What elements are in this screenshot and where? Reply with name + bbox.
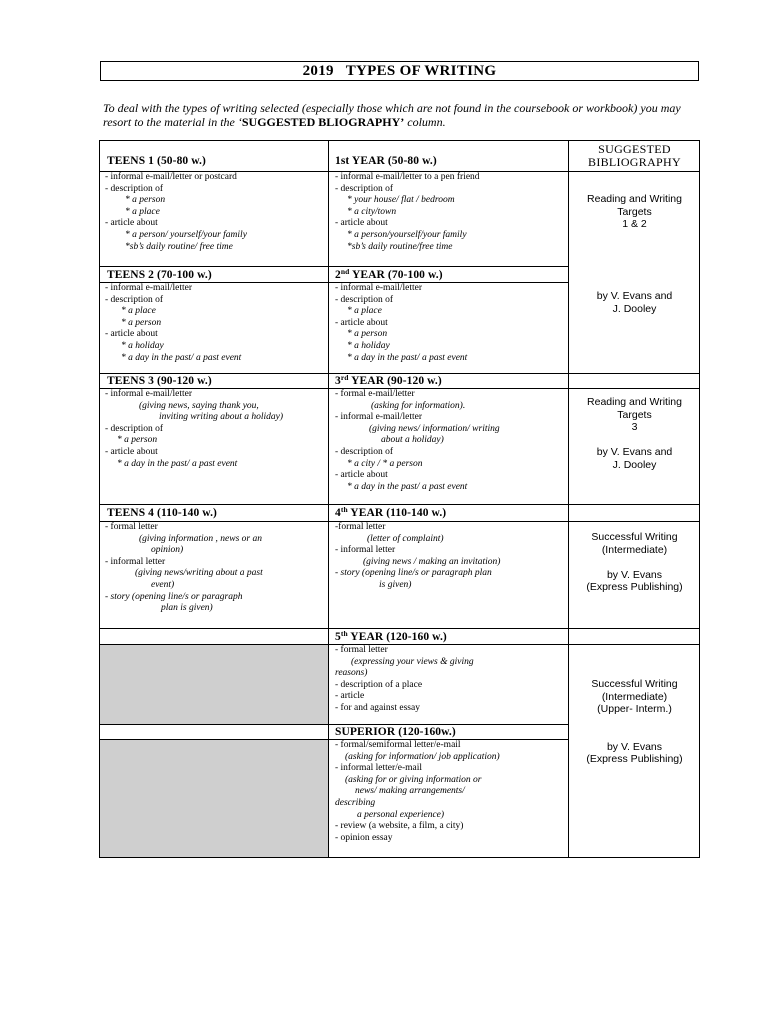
cell-line: is given) [379,579,412,590]
cell-line: (asking for or giving information or [345,774,482,785]
bibliography-line: Successful Writing [591,531,678,543]
cell-line: (asking for information/ job application) [345,751,500,762]
cell-line: - formal e-mail/letter [335,389,415,399]
cell-line: * a place [121,306,156,317]
cell-line: - for and against essay [335,702,420,713]
cell-text [105,522,263,615]
year-header [335,726,456,739]
cell-line: about a holiday) [381,435,444,446]
cell-line: - informal letter [105,556,166,567]
table-rule [99,724,568,725]
table-rule [99,373,700,374]
cell-line: - article about [335,218,388,229]
cell-line: - article about [105,218,158,229]
bibliography-line: by V. Evans and [596,290,673,302]
cell-line: - review (a website, a film, a city) [335,821,464,832]
year-header-text: 3 [335,375,341,387]
cell-line: - informal e-mail/letter [335,412,423,423]
year-header [335,155,437,168]
intro-bold-text: SUGGESTED BLIOGRAPHY’ [241,115,405,129]
cell-text [105,283,241,364]
cell-line: * a person [125,195,166,206]
year-header-text: YEAR (90-120 w.) [348,375,442,387]
year-header-text: 4 [335,507,341,519]
cell-line: - description of [335,183,394,194]
cell-line: - informal e-mail/letter [105,283,193,293]
cell-line: (giving news/writing about a past [135,568,263,579]
level-header: TEENS 3 (90-120 w.) [107,375,212,387]
bibliography-header-line: BIBLIOGRAPHY [588,155,681,169]
cell-line: * a person/ yourself/your family [125,229,247,240]
cell-line: - description of [335,294,394,305]
table-rule [99,504,700,505]
year-header-text: SUPERIOR (120-160w.) [335,726,456,738]
ordinal-suffix: nd [340,266,350,276]
cell-text [335,522,500,592]
cell-line: (giving news / making an invitation) [363,556,501,567]
writing-types-table [99,140,700,858]
bibliography-line: (Intermediate) [601,543,668,556]
bibliography-line: Reading and Writing [587,193,682,205]
cell-line: - story (opening line/s or paragraph plan [335,568,492,579]
bibliography-entry [569,193,700,231]
bibliography-line: J. Dooley [612,302,657,315]
cell-line: - informal e-mail/letter or postcard [105,172,237,182]
cell-text [335,172,480,253]
cell-line: - description of [105,183,164,194]
bibliography-line [569,556,700,569]
cell-line: describing [335,797,376,808]
year-header [335,266,443,282]
bibliography-line: J. Dooley [612,458,657,471]
cell-line: * a day in the past/ a past event [121,352,242,363]
cell-line: - informal e-mail/letter [335,283,423,293]
cell-line: *sb’s daily routine/ free time [125,241,233,252]
table-rule [328,140,329,858]
cell-line: - formal/semiformal letter/e-mail [335,740,461,750]
year-header-text: 5 [335,630,341,643]
bibliography-entry [569,290,700,315]
bibliography-line: 1 & 2 [622,218,647,230]
cell-line: -formal letter [335,522,386,532]
bibliography-line: by V. Evans and [596,446,673,458]
cell-text [105,172,247,253]
bibliography-line: Reading and Writing [587,396,682,408]
cell-line: inviting writing about a holiday) [159,412,284,423]
cell-line: * a person [117,435,158,446]
cell-line: reasons) [335,668,368,679]
year-header-text: 2 [335,268,341,281]
table-rule [99,140,100,858]
cell-line: - article [335,691,365,702]
cell-line: (giving news/ information/ writing [369,423,500,434]
table-rule [99,140,700,141]
empty-cell-shading [100,645,328,724]
level-header: TEENS 2 (70-100 w.) [107,268,212,281]
cell-line: - article about [335,470,388,481]
intro-paragraph [103,101,703,129]
table-rule [99,266,568,267]
year-header [335,375,442,388]
bibliography-line [569,434,700,447]
year-header-text: YEAR (50-80 w.) [349,155,437,167]
cell-line: - informal e-mail/letter [105,389,193,399]
cell-line: * a place [347,306,382,317]
cell-line: *sb’s daily routine/free time [347,241,453,252]
bibliography-line: (Intermediate) [601,690,668,703]
cell-line: * your house/ flat / bedroom [347,195,455,206]
intro-text: To deal with the types of writing selected (especially those which are not found in the coursebook or workbook) you may resort to the material in the ‘ [103,101,681,129]
cell-line: * a person [347,329,388,340]
empty-cell-shading [100,740,328,857]
cell-line: - formal letter [335,645,388,655]
cell-line: event) [151,579,175,590]
cell-line: a personal experience) [357,809,445,820]
year-header-text: YEAR (70-100 w.) [349,268,443,281]
cell-line: - article about [105,446,158,457]
cell-line: - formal letter [105,522,158,532]
cell-line: * a holiday [347,340,390,351]
bibliography-line: by V. Evans [606,740,663,753]
cell-line: * a city / * a person [347,458,423,469]
cell-text [335,389,500,493]
cell-line: - description of [335,446,394,457]
ordinal-suffix: rd [340,373,349,382]
cell-line: - description of a place [335,679,423,690]
bibliography-line: by V. Evans [606,568,663,581]
bibliography-header-line: SUGGESTED [598,142,671,156]
cell-line: * a day in the past/ a past event [347,481,468,492]
cell-line: - informal letter/e-mail [335,763,423,774]
cell-line: * a person/yourself/your family [347,229,467,240]
cell-line: * a day in the past/ a past event [347,352,468,363]
bibliography-line: Successful Writing [591,678,678,690]
cell-line: (asking for information). [371,400,466,411]
bibliography-line [569,728,700,741]
bibliography-entry [569,396,700,471]
cell-text [335,740,500,844]
cell-text [335,283,467,364]
ordinal-suffix: th [340,505,348,514]
cell-line: (expressing your views & giving [351,656,474,667]
cell-line: - story (opening line/s or paragraph [105,591,243,602]
cell-line: - informal e-mail/letter to a pen friend [335,172,480,182]
cell-line: - informal letter [335,545,396,556]
cell-line: (giving information , news or an [139,533,262,544]
cell-line: news/ making arrangements/ [355,786,465,797]
year-header-text: YEAR (120-160 w.) [347,630,447,643]
cell-line: * a day in the past/ a past event [117,458,238,469]
bibliography-line: 3 [631,421,638,433]
cell-line: - description of [105,423,164,434]
level-header: TEENS 4 (110-140 w.) [107,507,217,519]
cell-line: * a person [121,317,162,328]
bibliography-entry [569,531,700,594]
year-header [335,628,447,644]
intro-end-text: column. [404,115,446,129]
level-header: TEENS 1 (50-80 w.) [107,155,206,167]
cell-line: opinion) [151,545,184,556]
table-rule [99,628,700,629]
bibliography-line: (Express Publishing) [586,753,683,765]
cell-line: (giving news, saying thank you, [139,400,259,411]
cell-line: - article about [105,329,158,340]
bibliography-line: (Upper- Interm.) [597,703,672,715]
bibliography-line [569,716,700,729]
bibliography-line: Targets [617,205,652,218]
cell-line: - article about [335,317,388,328]
cell-line: - description of [105,294,164,305]
bibliography-line: (Express Publishing) [586,581,683,593]
cell-text [335,645,474,715]
table-rule [99,857,700,858]
year-header-text: YEAR (110-140 w.) [347,507,447,519]
cell-line: (letter of complaint) [367,533,444,544]
cell-line: * a place [125,206,160,217]
document-title: 2019 TYPES OF WRITING [100,61,699,81]
ordinal-suffix: th [340,628,348,638]
cell-line: plan is given) [161,603,213,614]
bibliography-entry [569,678,700,766]
year-header-text: 1st [335,155,350,167]
cell-text [105,389,283,470]
cell-line: * a holiday [121,340,164,351]
bibliography-line: Targets [617,408,652,421]
year-header [335,507,446,520]
bibliography-header [569,143,700,169]
cell-line: - opinion essay [335,832,393,843]
cell-line: * a city/town [347,206,397,217]
